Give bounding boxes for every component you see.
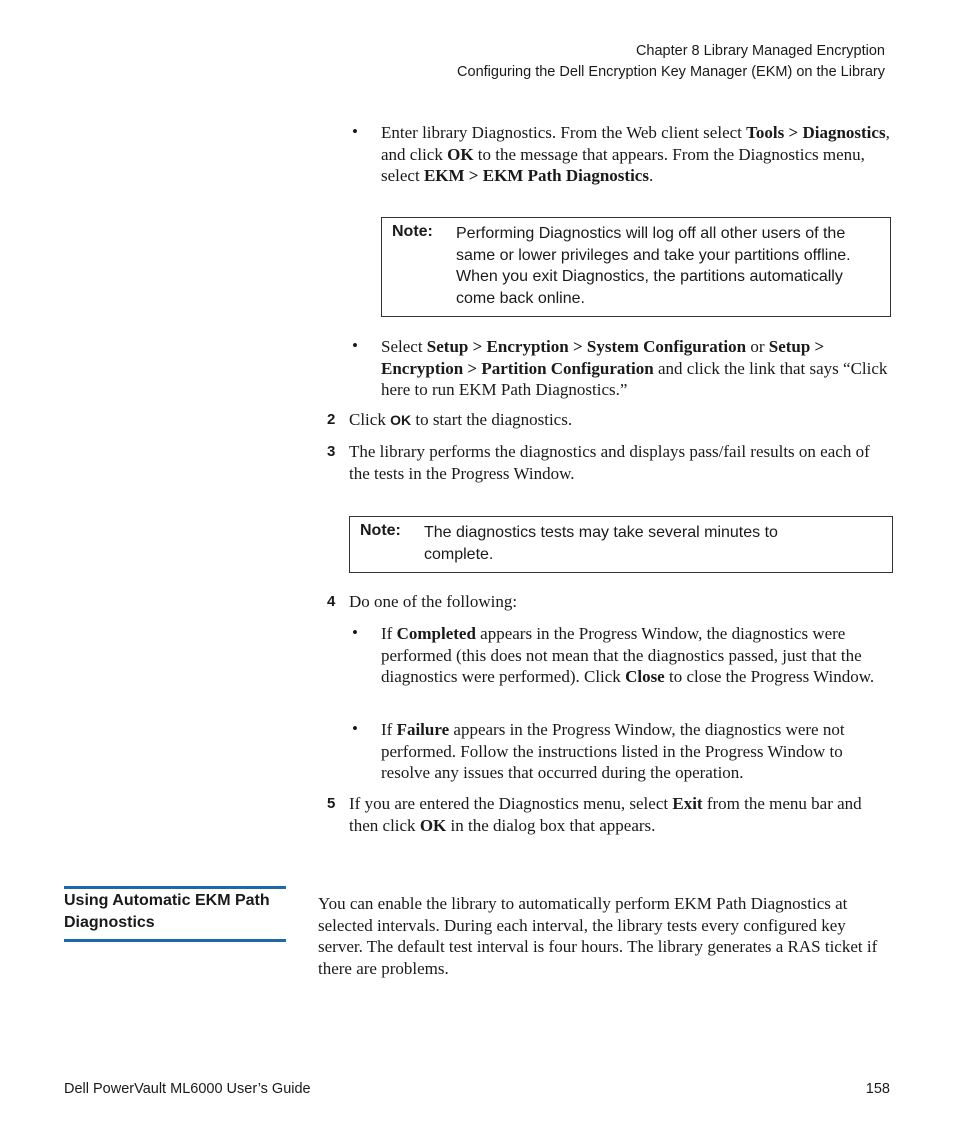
note-box-diagnostics-logoff (381, 217, 891, 317)
note-box-diagnostics-time (349, 516, 893, 573)
running-header-chapter: Chapter 8 Library Managed Encryption (635, 43, 885, 59)
emphasis-text: Exit (672, 794, 703, 813)
emphasis-text: Setup > Encryption > System Configuration (426, 337, 747, 356)
body-text-run: Click (349, 410, 391, 429)
note-text: Performing Diagnostics will log off all other users of the same or lower privileges and take your partitions offline. When you exit Diagnostics, the partitions automatically come back online. (456, 225, 851, 307)
body-text-run: Enter library Diagnostics. From the Web client select (381, 123, 747, 142)
body-text-run: , and click (381, 123, 890, 164)
step-number: 3 (327, 443, 336, 460)
bullet-setup-encryption (381, 336, 893, 401)
emphasis-text: Close (625, 667, 665, 686)
bullet-marker: • (352, 336, 358, 355)
emphasis-text: Tools > Diagnostics (746, 123, 886, 142)
note-text: The diagnostics tests may take several minutes to complete. (424, 524, 778, 563)
body-text-run: or (746, 337, 769, 356)
emphasis-text: Failure (396, 720, 450, 739)
body-text-run: appears in the Progress Window, the diagnostics were performed (this does not mean that the diagnostics passed, just that the diagnostics were performed). Click (381, 624, 862, 686)
body-text-run: The library performs the diagnostics and displays pass/fail results on each of the tests in the Progress Window. (349, 442, 870, 483)
body-text-run: If you are entered the Diagnostics menu, select (349, 794, 673, 813)
running-header-section: Configuring the Dell Encryption Key Manager (EKM) on the Library (457, 64, 885, 80)
step-4-text: Do one of the following: (349, 592, 518, 611)
step-number: 4 (327, 593, 336, 610)
step-2-text (349, 409, 889, 432)
emphasis-text: OK (419, 815, 447, 835)
body-text-run: in the dialog box that appears. (446, 815, 656, 835)
emphasis-text: Completed (396, 624, 476, 643)
body-text-run: Select (381, 337, 427, 356)
bullet-enter-diagnostics (381, 122, 891, 187)
bullet-failure (381, 719, 893, 784)
footer-title: Dell PowerVault ML6000 User’s Guide (64, 1081, 311, 1097)
step-number: 5 (327, 795, 336, 812)
section-rule-top (64, 886, 286, 889)
section-body: You can enable the library to automatically perform EKM Path Diagnostics at selected intervals. During each interval, the library tests every configured key server. The default test interval is four hours. The library generates a RAS ticket if there are problems. (318, 894, 878, 978)
body-text-run: to the message that appears. From the Diagnostics menu, select (381, 144, 865, 185)
body-text-run: and click the link that says “Click here to run EKM Path Diagnostics.” (381, 358, 888, 399)
body-text-run: . (648, 166, 654, 185)
body-text-run: appears in the Progress Window, the diagnostics were not performed. Follow the instructions listed in the Progress Window to resolve any issues that occurred during the operation. (381, 720, 845, 782)
bullet-marker: • (352, 623, 358, 642)
note-label: Note: (392, 223, 433, 240)
note-label: Note: (360, 522, 401, 539)
page-number: 158 (865, 1081, 890, 1097)
emphasis-text: OK (447, 144, 474, 164)
bullet-marker: • (352, 719, 358, 738)
section-heading: Using Automatic EKM Path Diagnostics (64, 892, 270, 931)
body-text-run: If (381, 720, 397, 739)
section-rule-bottom (64, 939, 286, 942)
emphasis-text: OK (390, 412, 412, 428)
bullet-marker: • (352, 122, 358, 141)
body-text-run: to close the Progress Window. (664, 667, 875, 686)
step-3-text (349, 441, 894, 484)
body-text-run: to start the diagnostics. (411, 410, 573, 429)
body-text-run: from the menu bar and then click (349, 794, 862, 835)
emphasis-text: Setup > Encryption > Partition Configuration (381, 337, 825, 378)
emphasis-text: EKM > EKM Path Diagnostics (423, 166, 649, 185)
step-number: 2 (327, 411, 336, 428)
body-text-run: If (381, 624, 397, 643)
step-5-text (349, 793, 879, 836)
bullet-completed (381, 623, 893, 688)
